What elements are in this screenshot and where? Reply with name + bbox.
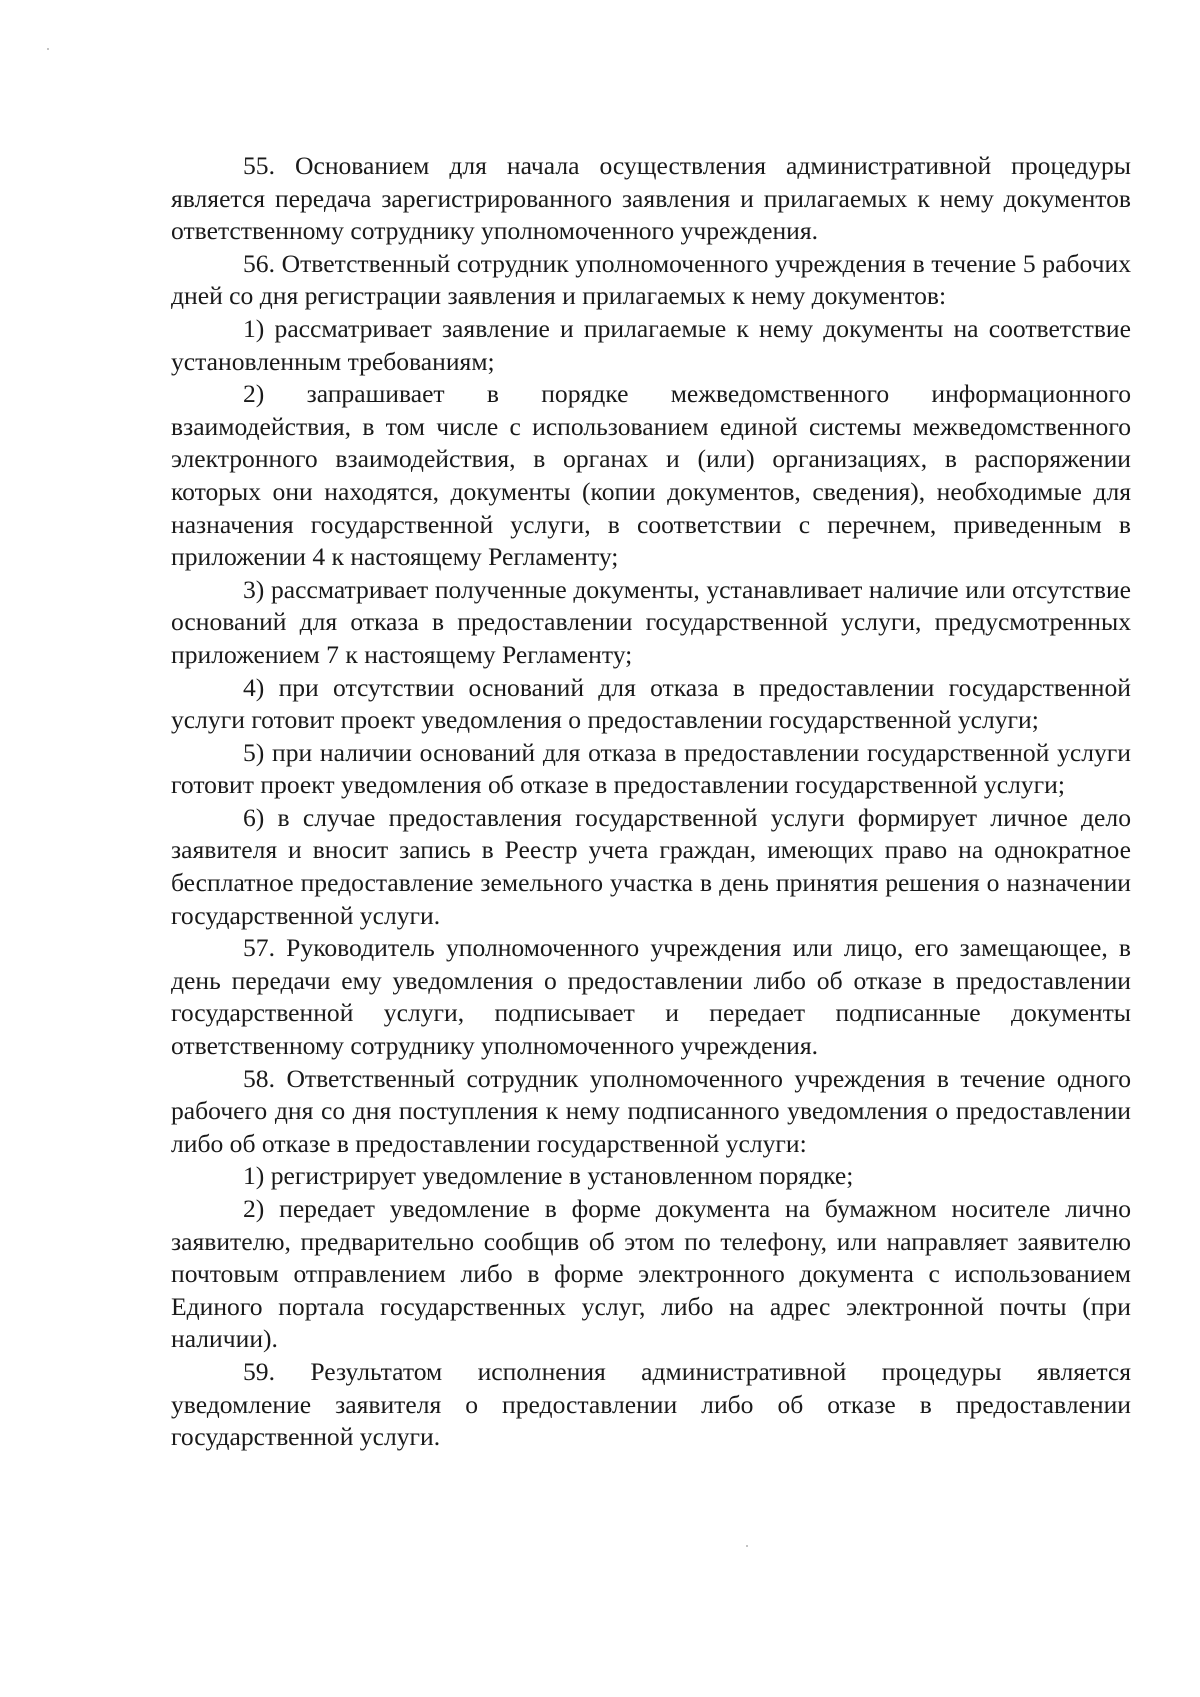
scan-speck [47, 48, 49, 50]
scan-speck [746, 1545, 748, 1547]
list-item-56-6: 6) в случае предоставления государственной услуги формирует личное дело заявителя и вносит запись в Реестр учета граждан, имеющих право на однократное бесплатное предоставление земельного участка в день принятия решения о назначении государственной услуги. [171, 802, 1131, 930]
list-item-56-5: 5) при наличии оснований для отказа в предоставлении государственной услуги готовит проект уведомления об отказе в предоставлении государственной услуги; [171, 737, 1131, 800]
document-body [171, 150, 1131, 1454]
paragraph-56: 56. Ответственный сотрудник уполномоченного учреждения в течение 5 рабочих дней со дня регистрации заявления и прилагаемых к нему документов: [171, 248, 1131, 311]
paragraph-55: 55. Основанием для начала осуществления административной процедуры является передача зарегистрированного заявления и прилагаемых к нему документов ответственному сотруднику уполномоченного учреждения. [171, 151, 1131, 246]
list-item-56-3: 3) рассматривает полученные документы, устанавливает наличие или отсутствие оснований для отказа в предоставлении государственной услуги, предусмотренных приложением 7 к настоящему Регламенту; [171, 574, 1131, 669]
list-item-56-1: 1) рассматривает заявление и прилагаемые к нему документы на соответствие установленным требованиям; [171, 313, 1131, 376]
list-item-58-1: 1) регистрирует уведомление в установленном порядке; [243, 1161, 854, 1191]
list-item-56-4: 4) при отсутствии оснований для отказа в предоставлении государственной услуги готовит проект уведомления о предоставлении государственной услуги; [171, 672, 1131, 735]
paragraph-57: 57. Руководитель уполномоченного учреждения или лицо, его замещающее, в день передачи ему уведомления о предоставлении либо об отказе в предоставлении государственной услуги, подписывает и передает подписанные документы ответственному сотруднику уполномоченного учреждения. [171, 933, 1131, 1061]
paragraph-58: 58. Ответственный сотрудник уполномоченного учреждения в течение одного рабочего дня со дня поступления к нему подписанного уведомления о предоставлении либо об отказе в предоставлении государственной услуги: [171, 1063, 1131, 1158]
list-item-56-2: 2) запрашивает в порядке межведомственного информационного взаимодействия, в том числе с использованием единой системы межведомственного электронного взаимодействия, в органах и (или) организациях, в распоряжении которых они находятся, документы (копии документов, сведения), необходимые для назначения государственной услуги, в соответствии с перечнем, приведенным в приложении 4 к настоящему Регламенту; [171, 379, 1131, 572]
list-item-58-2: 2) передает уведомление в форме документа на бумажном носителе лично заявителю, предварительно сообщив об этом по телефону, или направляет заявителю почтовым отправлением либо в форме электронного документа с использованием Единого портала государственных услуг, либо на адрес электронной почты (при наличии). [171, 1194, 1131, 1354]
paragraph-59: 59. Результатом исполнения административной процедуры является уведомление заявителя о предоставлении либо об отказе в предоставлении государственной услуги. [171, 1356, 1131, 1452]
